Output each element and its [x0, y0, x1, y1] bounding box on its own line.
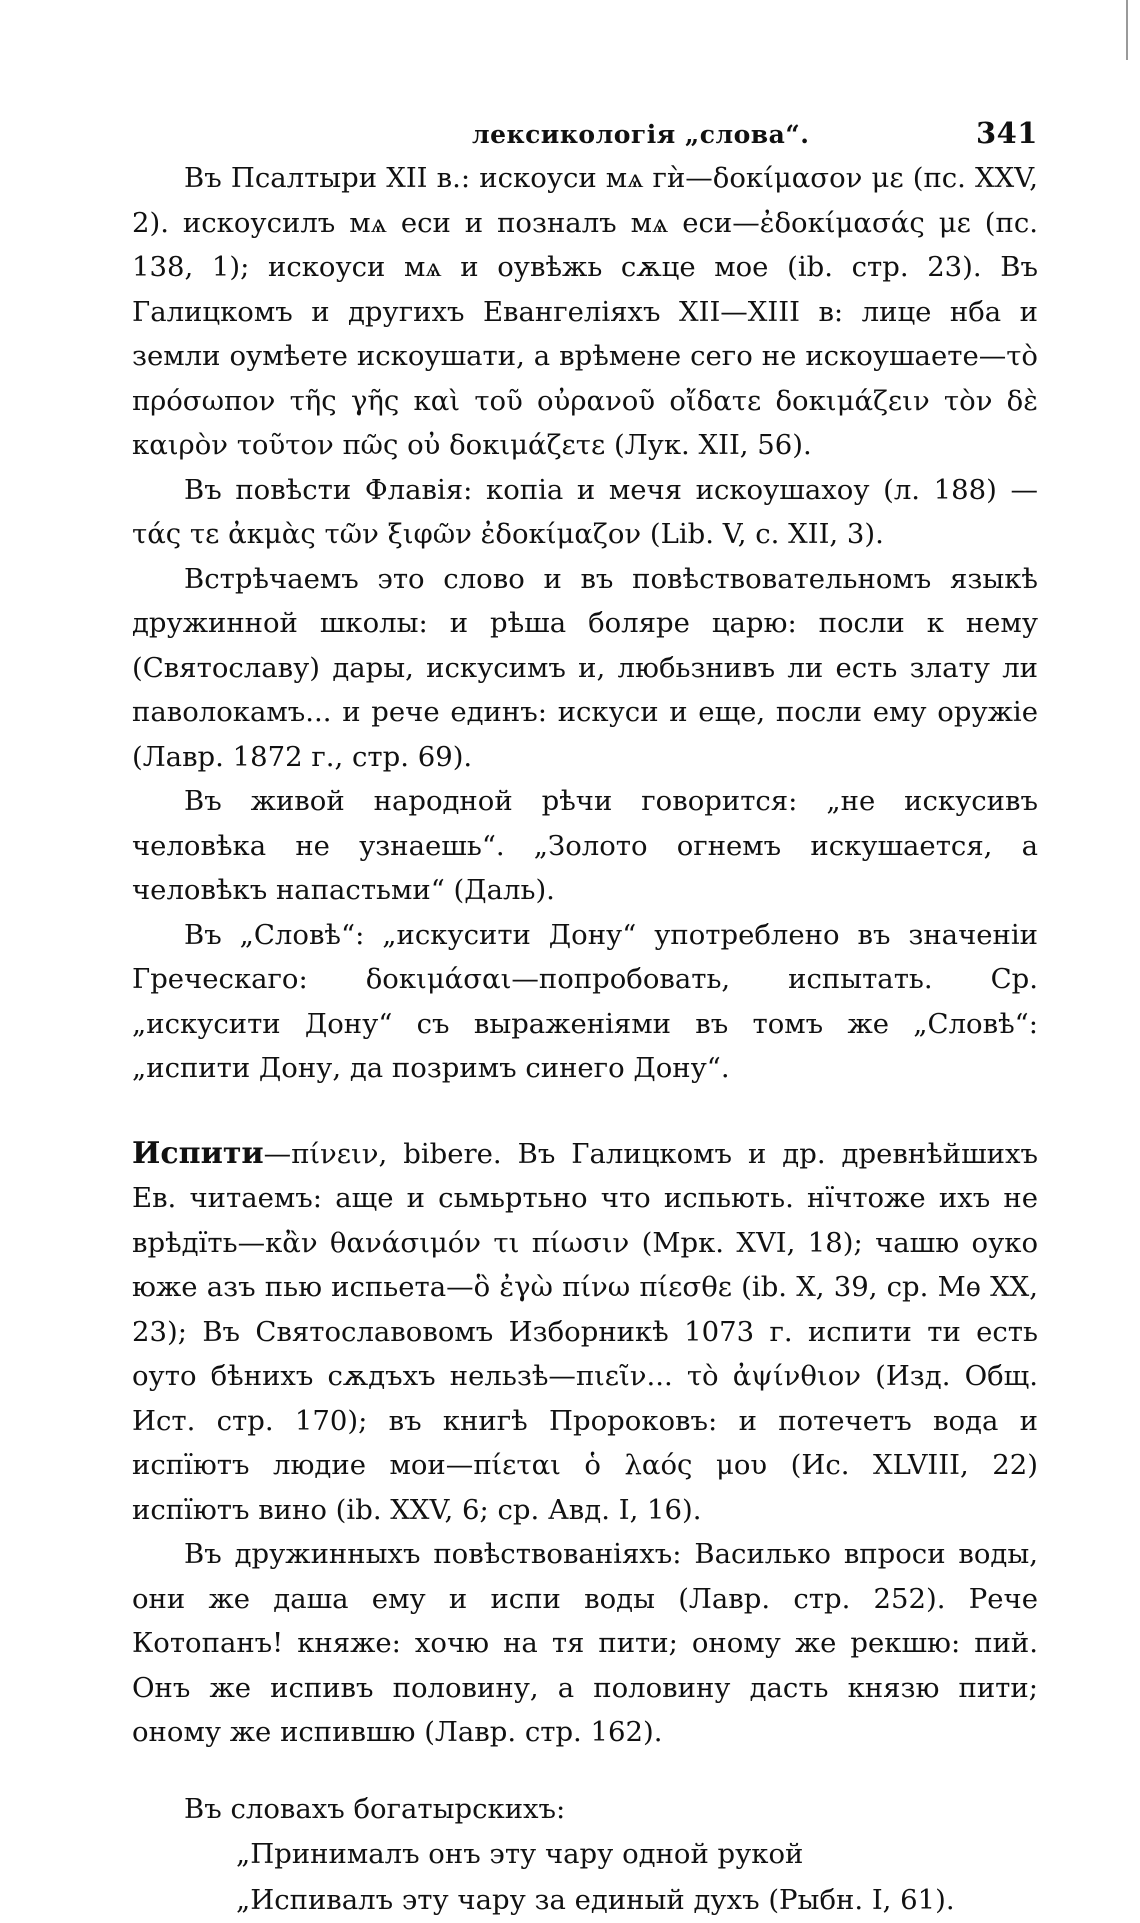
paragraph-druzhina: Встрѣчаемъ это слово и въ повѣствовательномъ языкѣ дружинной школы: и рѣша боляре царю: посли к нему (Святославу) дары, искусимъ и, любьзнивъ ли есть злату ли паволокамъ... и рече единъ: искуси и еще, посли ему оружіе (Лавр. 1872 г., стр. 69).: [132, 562, 1038, 773]
entry-ispiti: [132, 1132, 1038, 1533]
paragraph-psalter: Въ Псалтыри XII в.: искоуси мѧ гѝ—δοκίμασον με (пс. XXV, 2). искоусилъ мѧ еси и позналъ мѧ еси—ἐδοκίμασάς με (пс. 138, 1); искоуси мѧ и оувѣжь сѫце мое (ib. стр. 23). Въ Галицкомъ и другихъ Евангеліяхъ XII—XIII в: лице нба и земли оумѣете искоушати, а врѣмене сего не искоушаете—τὸ πρόσωπον τῆς γῆς καὶ τοῦ οὐρανοῦ οἴδατε δοκιμάζειν τὸν δὲ καιρὸν τοῦτον πῶς οὐ δοκιμάζετε (Лук. XII, 56).: [132, 162, 1038, 461]
verse-line-2: „Испивалъ эту чару за единый духъ (Рыбн. I, 61).: [236, 1884, 955, 1916]
page-body: [132, 156, 1038, 1923]
paragraph-slovo: Въ „Словѣ“: „искусити Дону“ употреблено въ значеніи Греческаго: δοκιμάσαι—попробовать, испытать. Ср. „искусити Дону“ съ выраженіями въ томъ же „Словѣ“: „испити Дону, да позримъ синего Дону“.: [132, 918, 1038, 1084]
book-page: [132, 112, 1038, 1923]
running-title: лексикологія „слова“.: [472, 120, 810, 149]
verse-line-1: „Принималъ онъ эту чару одной рукой: [236, 1838, 804, 1870]
entry-term: Испити: [132, 1135, 264, 1171]
entry-ispiti-text: —πίνειν, bibere. Въ Галицкомъ и др. древнѣйшихъ Ев. читаемъ: аще и сьмьртьно что испьють. нїчтоже ихъ не врѣдїть—κἂν θανάσιμόν τι πίωσιν (Мрк. XVI, 18); чашю оуко юже азъ пью испьета—ὃ ἐγὼ πίνω πίεσθε (ib. X, 39, ср. Мѳ XX, 23); Въ Святославовомъ Изборникѣ 1073 г. испити ти есть оуто бѣнихъ сѫдъхъ нельзѣ—πιεῖν... τὸ ἀψίνθιον (Изд. Общ. Ист. стр. 170); въ книгѣ Пророковъ: и потечетъ вода и испїютъ людие мои—πίεται ὁ λαός μου (Ис. XLVIII, 22) испїютъ вино (ib. XXV, 6; ср. Авд. I, 16).: [132, 1137, 1038, 1526]
paragraph-narratives: Въ дружинныхъ повѣствованіяхъ: Василько впроси воды, они же даша ему и испи воды (Лавр. стр. 252). Рече Котопанъ! княже: хочю на тя пити; оному же рекшю: пий. Онъ же испивъ половину, а половину дасть князю пити; оному же испившю (Лавр. стр. 162).: [132, 1538, 1038, 1748]
paragraph-flavius: Въ повѣсти Флавія: копіа и мечя искоушахоу (л. 188) — τάς τε ἀκμὰς τῶν ξιφῶν ἐδοκίμαζον (Lib. V, c. XII, 3).: [132, 473, 1038, 550]
paragraph-folk-speech: Въ живой народной рѣчи говорится: „не искусивъ человѣка не узнаешь“. „Золото огнемъ искушается, а человѣкъ напастьми“ (Даль).: [132, 785, 1038, 906]
running-header: [132, 112, 1038, 156]
verse-quote: [236, 1831, 1038, 1923]
page-edge-line: [1126, 0, 1128, 60]
page-number: 341: [975, 116, 1038, 150]
paragraph-bylina-intro: Въ словахъ богатырскихъ:: [184, 1792, 566, 1825]
